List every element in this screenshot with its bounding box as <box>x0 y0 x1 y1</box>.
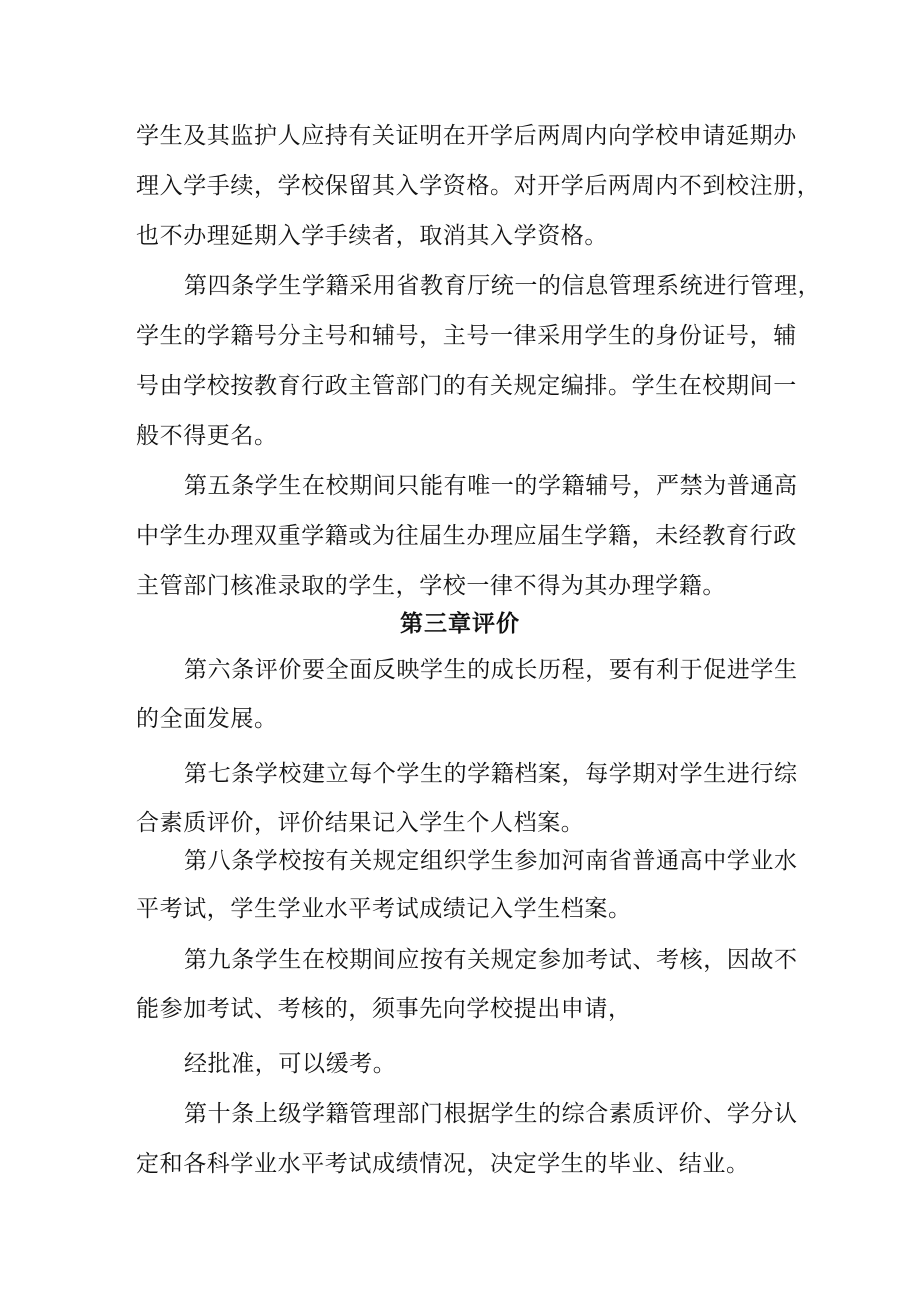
paragraph-line: 能参加考试、考核的，须事先向学校提出申请， <box>136 996 632 1022</box>
paragraph-line: 合素质评价，评价结果记入学生个人档案。 <box>136 810 585 836</box>
paragraph-line: 平考试，学生学业水平考试成绩记入学生档案。 <box>136 896 632 922</box>
paragraph-line: 学生及其监护人应持有关证明在开学后两周内向学校申请延期办 <box>136 123 797 149</box>
article-5-first-line: 第五条学生在校期间只能有唯一的学籍辅号，严禁为普通高 <box>184 473 798 499</box>
article-8-first-line: 第八条学校按有关规定组织学生参加河南省普通高中学业水 <box>184 848 798 874</box>
article-10-first-line: 第十条上级学籍管理部门根据学生的综合素质评价、学分认 <box>184 1101 798 1127</box>
paragraph-line: 学生的学籍号分主号和辅号，主号一律采用学生的身份证号，辅 <box>136 323 797 349</box>
paragraph-line: 理入学手续，学校保留其入学资格。对开学后两周内不到校注册， <box>136 173 821 199</box>
paragraph-line: 经批准，可以缓考。 <box>184 1051 397 1077</box>
article-9-first-line: 第九条学生在校期间应按有关规定参加考试、考核，因故不 <box>184 947 798 973</box>
paragraph-line: 也不办理延期入学手续者，取消其入学资格。 <box>136 223 608 249</box>
paragraph-line: 号由学校按教育行政主管部门的有关规定编排。学生在校期间一 <box>136 373 797 399</box>
paragraph-line: 般不得更名。 <box>136 423 278 449</box>
paragraph-line: 中学生办理双重学籍或为往届生办理应届生学籍，未经教育行政 <box>136 523 797 549</box>
article-4-first-line: 第四条学生学籍采用省教育厅统一的信息管理系统进行管理， <box>184 273 822 299</box>
paragraph-line: 的全面发展。 <box>136 706 278 732</box>
chapter-heading: 第三章评价 <box>400 611 520 637</box>
article-6-first-line: 第六条评价要全面反映学生的成长历程，要有利于促进学生 <box>184 657 798 683</box>
paragraph-line: 主管部门核准录取的学生，学校一律不得为其办理学籍。 <box>136 573 726 599</box>
article-7-first-line: 第七条学校建立每个学生的学籍档案，每学期对学生进行综 <box>184 761 798 787</box>
paragraph-line: 定和各科学业水平考试成绩情况，决定学生的毕业、结业。 <box>136 1151 750 1177</box>
